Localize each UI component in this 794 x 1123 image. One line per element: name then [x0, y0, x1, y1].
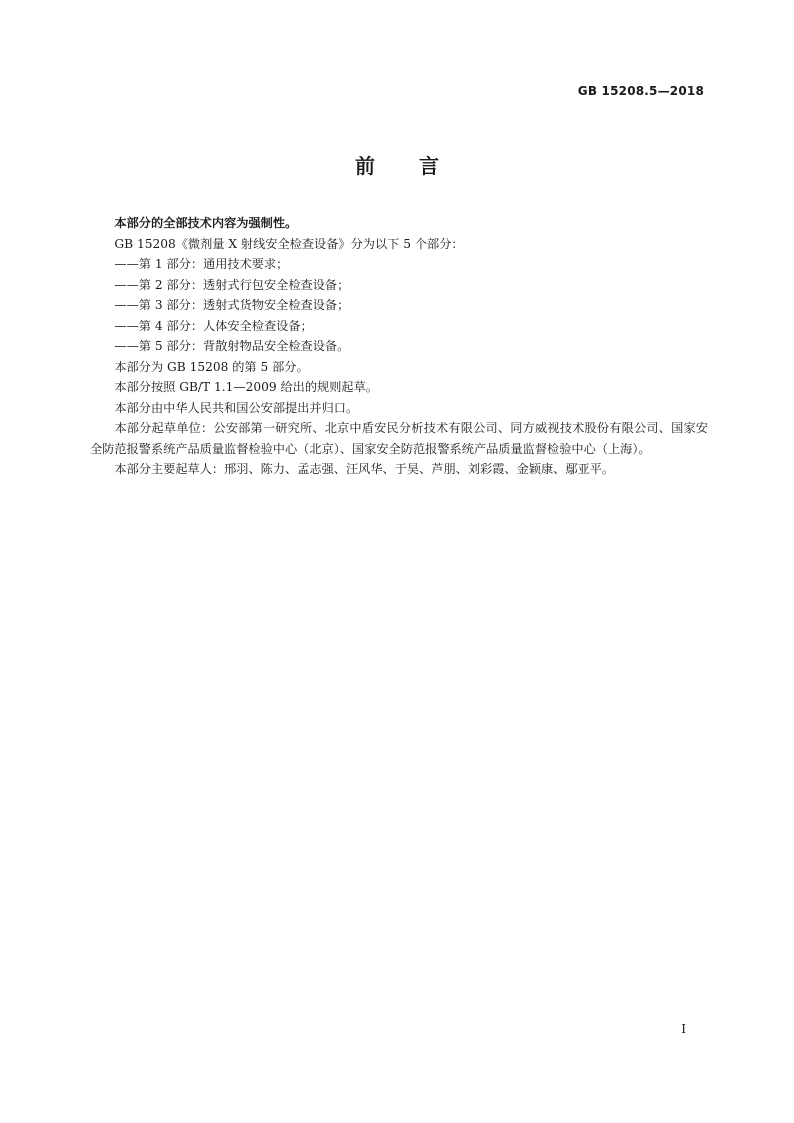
drafting-rules: 本部分按照 GB/T 1.1—2009 给出的规则起草。 — [114, 380, 378, 394]
drafting-units: 本部分起草单位：公安部第一研究所、北京中盾安民分析技术有限公司、同方威视技术股份有限公司、国家安全防范报警系统产品质量监督检验中心（北京）、国家安全防范报警系统产品质量监督检验中心（上海）。 — [90, 421, 708, 456]
drafters: 本部分主要起草人：邢羽、陈力、孟志强、汪风华、于昊、芦朋、刘彩霞、金颖康、鄢亚平。 — [114, 462, 615, 476]
part-item-1: ——第 1 部分：通用技术要求； — [114, 257, 289, 271]
mandatory-statement: 本部分的全部技术内容为强制性。 — [114, 216, 298, 230]
page-number: I — [681, 1022, 686, 1036]
foreword-body — [90, 213, 708, 480]
part-item-5: ——第 5 部分：背散射物品安全检查设备。 — [114, 339, 350, 353]
part-item-2: ——第 2 部分：透射式行包安全检查设备； — [114, 277, 350, 292]
standard-number: GB 15208.5—2018 — [577, 84, 704, 98]
page-title: 前言 — [355, 154, 483, 178]
part-statement: 本部分为 GB 15208 的第 5 部分。 — [114, 359, 309, 374]
parts-intro: GB 15208《微剂量 X 射线安全检查设备》分为以下 5 个部分： — [114, 236, 464, 251]
proposer-statement: 本部分由中华人民共和国公安部提出并归口。 — [114, 400, 359, 415]
part-item-4: ——第 4 部分：人体安全检查设备； — [114, 318, 313, 333]
part-item-3: ——第 3 部分：透射式货物安全检查设备； — [114, 298, 350, 312]
